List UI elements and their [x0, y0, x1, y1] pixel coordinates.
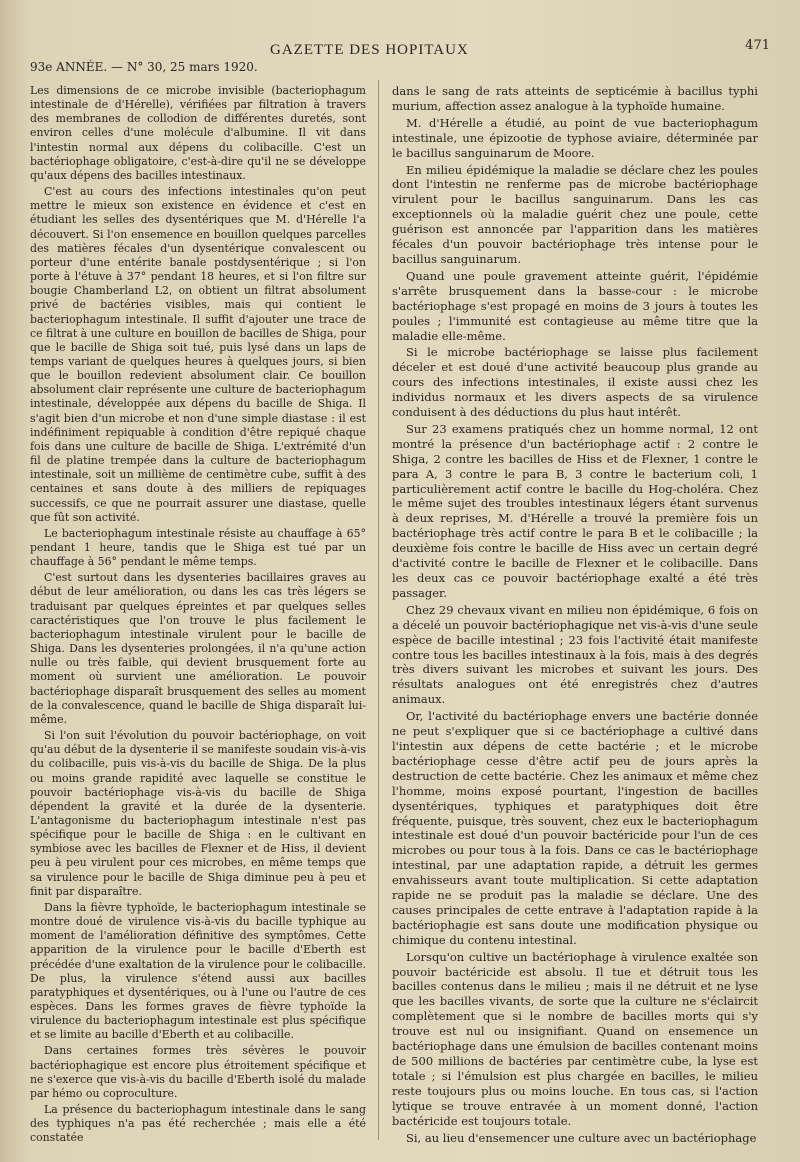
page-header [30, 38, 770, 74]
paragraph: Or, l'activité du bactériophage envers une bactérie donnée ne peut s'expliquer que si ce bactériophage a cultivé dans l'intestin aux dépens de cette bactérie ; et le microbe bactériophage cesse d'être actif peu de jours après la destruction de cette bactérie. Chez les animaux et même chez l'homme, moins exposé pourtant, l'ingestion de bacilles dysentériques, typhiques et paratyphiques doit être fréquente, puisque, très souvent, chez eux le bacteriophagum intestinale est doué d'un pouvoir bactéricide pour l'un de ces microbes ou pour tous à la fois. Dans ce cas le bactériophage intestinal, par une adaptation rapide, a détruit les germes envahisseurs avant toute multiplication. Si cette adaptation rapide ne se produit pas la maladie se déclare. Une des causes principales de cette entrave à l'adaptation rapide à la bactériophagie est sans doute une modification physique ou chimique du contenu intestinal. [392, 709, 758, 947]
page-number: 471 [745, 38, 770, 53]
paragraph: Lorsqu'on cultive un bactériophage à virulence exaltée son pouvoir bactéricide est absolu. Il tue et détruit tous les bacilles contenus dans le milieu ; mais il ne détruit et ne lyse que les bacilles vivants, de sorte que la culture ne s'éclaircit complètement que si le nombre de bacilles morts qui s'y trouve est nul ou insignifiant. Quand on ensemence un bactériophage dans une émulsion de bacilles contenant moins de 500 millions de bactéries par centimètre cube, la lyse est totale ; si l'émulsion est plus chargée en bacilles, le milieu reste toujours plus ou moins louche. En tous cas, si l'action lytique se trouve entravée à un moment donné, l'action bactéricide est toujours totale. [392, 949, 758, 1128]
paragraph: Sur 23 examens pratiqués chez un homme normal, 12 ont montré la présence d'un bactériophage actif : 2 contre le Shiga, 2 contre les bacilles de Hiss et de Flexner, 1 contre le para A, 3 contre le para B, 3 contre le bacterium coli, 1 particulièrement actif contre le bacille du Hog-choléra. Chez le même sujet des troubles intestinaux légers étant survenus à deux reprises, M. d'Hérelle a trouvé la première fois un bactériophage très actif contre le para B et le colibacille ; la deuxième fois contre le bacille de Hiss avec un certain degré d'activité contre le bacille de Flexner et le colibacille. Dans les deux cas ce pouvoir bactériophage exalté a été très passager. [392, 421, 758, 600]
paragraph: dans le sang de rats atteints de septicémie à bacillus typhi murium, affection assez analogue à la typhoïde humaine. [392, 84, 758, 113]
issue-line: 93e ANNÉE. — N° 30, 25 mars 1920. [30, 60, 258, 74]
left-column [30, 84, 366, 1148]
paragraph: Si le microbe bactériophage se laisse plus facilement déceler et est doué d'une activité beaucoup plus grande au cours des infections intestinales, il existe aussi chez les individus normaux et les divers aspects de sa virulence conduisent à des déductions du plus haut intérêt. [392, 345, 758, 420]
paragraph: Dans certaines formes très sévères le pouvoir bactériophagique est encore plus étroitement spécifique et ne s'exerce que vis-à-vis du bacille d'Eberth isolé du malade par hémo ou coproculture. [30, 1044, 366, 1100]
journal-title: GAZETTE DES HOPITAUX [270, 42, 469, 58]
paragraph: Quand une poule gravement atteinte guérit, l'épidémie s'arrête brusquement dans la basse-cour : le microbe bactériophage s'est propagé en moins de 3 jours à toutes les poules ; l'immunité est contagieuse au même titre que la maladie elle-même. [392, 268, 758, 343]
right-column [392, 84, 758, 1147]
paragraph: La présence du bacteriophagum intestinale dans le sang des typhiques n'a pas été recherchée ; mais elle a été constatée [30, 1103, 366, 1145]
paragraph: Dans la fièvre typhoïde, le bacteriophagum intestinale se montre doué de virulence vis-à-vis du bacille typhique au moment de l'amélioration définitive des symptômes. Cette apparition de la virulence pour le bacille d'Eberth est précédée d'une exaltation de la virulence pour le colibacille. De plus, la virulence s'étend aussi aux bacilles paratyphiques et dysentériques, ou à l'une ou l'autre de ces espèces. Dans les formes graves de fièvre typhoïde la virulence du bacteriophagum intestinale est plus spécifique et se limite au bacille d'Eberth et au colibacille. [30, 900, 366, 1042]
paragraph: M. d'Hérelle a étudié, au point de vue bacteriophagum intestinale, une épizootie de typhose aviaire, déterminée par le bacillus sanguinarum de Moore. [392, 115, 758, 160]
paragraph: Si l'on suit l'évolution du pouvoir bactériophage, on voit qu'au début de la dysenterie il se manifeste soudain vis-à-vis du colibacille, puis vis-à-vis du bacille de Shiga. De la plus ou moins grande rapidité avec laquelle se constitue le pouvoir bactériophage vis-à-vis du bacille de Shiga dépendent la gravité et la durée de la dysenterie. L'antagonisme du bacteriophagum intestinale n'est pas spécifique pour le bacille de Shiga : en le cultivant en symbiose avec les bacilles de Flexner et de Hiss, il devient peu à peu virulent pour ces microbes, en même temps que sa virulence pour le bacille de Shiga diminue peu à peu et finit par disparaître. [30, 729, 366, 898]
paragraph: C'est surtout dans les dysenteries bacillaires graves au début de leur amélioration, ou dans les cas très légers se traduisant par quelques épreintes et par quelques selles caractéristiques que l'on trouve le plus facilement le bacteriophagum intestinale virulent pour le bacille de Shiga. Dans les dysenteries prolongées, il n'a qu'une action nulle ou très faible, qui devient brusquement forte au moment où survient une amélioration. Le pouvoir bactériophage disparaît brusquement des selles au moment de la convalescence, quand le bacille de Shiga disparaît lui-même. [30, 571, 366, 726]
paragraph: Chez 29 chevaux vivant en milieu non épidémique, 6 fois on a décelé un pouvoir bactériophagique net vis-à-vis d'une seule espèce de bacille intestinal ; 23 fois l'activité était manifeste contre tous les bacilles intestinaux à la fois, mais à des degrés très divers suivant les microbes et suivant les jours. Des résultats analogues ont été enregistrés chez d'autres animaux. [392, 602, 758, 707]
paragraph: Si, au lieu d'ensemencer une culture avec un bactériophage [406, 1130, 757, 1145]
paragraph: Le bacteriophagum intestinale résiste au chauffage à 65° pendant 1 heure, tandis que le Shiga est tué par un chauffage à 56° pendant le même temps. [30, 526, 366, 569]
paragraph: En milieu épidémique la maladie se déclare chez les poules dont l'intestin ne renferme pas de microbe bactériophage virulent pour le bacillus sanguinarum. Dans les cas exceptionnels où la maladie guérit chez une poule, cette guérison est annoncée par l'apparition dans les matières fécales d'un pouvoir bactériophage très intense pour le bacillus sanguinarum. [392, 162, 758, 266]
paragraph: C'est au cours des infections intestinales qu'on peut mettre le mieux son existence en évidence et c'est en étudiant les selles des dysentériques que M. d'Hérelle l'a découvert. Si l'on ensemence en bouillon quelques parcelles des matières fécales d'un dysentérique convalescent ou porteur d'une entérite banale postdysentérique ; si l'on porte à l'étuve à 37° pendant 18 heures, et si l'on filtre sur bougie Chamberland L2, on obtient un filtrat absolument privé de bactéries visibles, mais qui contient le bacteriophagum intestinale. Il suffit d'ajouter une trace de ce filtrat à une culture en bouillon de bacilles de Shiga, pour que le bacille de Shiga soit tué, puis lysé dans un laps de temps variant de quelques heures à quelques jours, si bien que le bouillon redevient absolument clair. Ce bouillon absolument clair représente une culture de bacteriophagum intestinale, développée aux dépens du bacille de Shiga. Il s'agit bien d'un microbe et non d'une simple diastase : il est indéfiniment repiquable à condition d'être repiqué chaque fois dans une culture de bacille de Shiga. L'extrémité d'un fil de platine trempée dans la culture de bacteriophagum intestinale, soit un millième de centimètre cube, suffit à des centaines et sans doute à des milliers de repiquages successifs, ce que ne pourrait assurer une diastase, quelle que fût son activité. [30, 185, 366, 524]
paragraph: Les dimensions de ce microbe invisible (bacteriophagum intestinale de d'Hérelle), vérifiées par filtration à travers des membranes de collodion de différentes duretés, sont environ celles d'une molécule d'albumine. Il vit dans l'intestin normal aux dépens du colibacille. C'est un bactériophage obligatoire, c'est-à-dire qu'il ne se développe qu'aux dépens des bacilles intestinaux. [30, 84, 366, 182]
column-divider [378, 80, 379, 1140]
